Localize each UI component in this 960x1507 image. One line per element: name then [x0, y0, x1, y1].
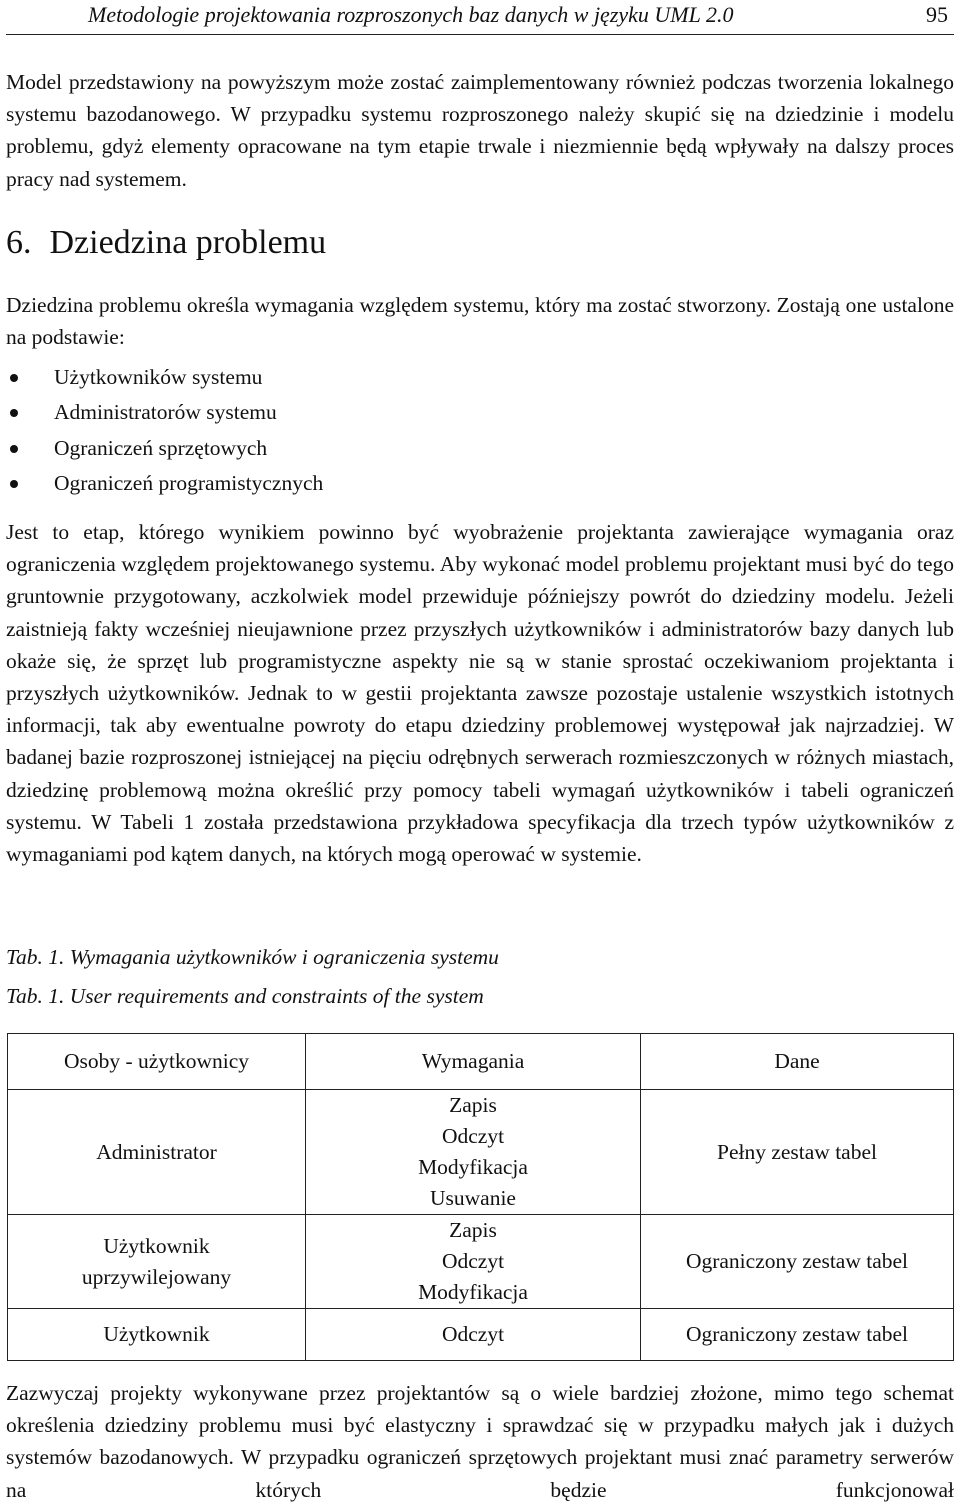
data-cell: Pełny zestaw tabel: [641, 1090, 954, 1215]
bullet-icon: [10, 409, 18, 417]
section-title: Dziedzina problemu: [49, 224, 327, 261]
user-cell: Użytkownik uprzywilejowany: [8, 1215, 306, 1309]
user-cell: Użytkownik: [8, 1309, 306, 1361]
bullet-icon: [10, 445, 18, 453]
header-title: Metodologie projektowania rozproszonych baz danych w języku UML 2.0: [88, 2, 734, 27]
section-number: 6.: [6, 224, 32, 261]
bullet-icon: [10, 374, 18, 382]
table-row: [8, 1090, 954, 1215]
data-cell: Ograniczony zestaw tabel: [641, 1309, 954, 1361]
list-item: Ograniczeń sprzętowych: [6, 431, 323, 466]
column-header-users: Osoby - użytkownicy: [8, 1034, 306, 1090]
requirements-cell: Odczyt: [306, 1309, 641, 1361]
data-cell: Ograniczony zestaw tabel: [641, 1215, 954, 1309]
section-heading: [6, 224, 326, 262]
table-caption-en: Tab. 1. User requirements and constraints of the system: [6, 984, 484, 1008]
running-header: [6, 0, 954, 35]
list-item: Użytkowników systemu: [6, 360, 323, 395]
column-header-data: Dane: [641, 1034, 954, 1090]
list-item: Administratorów systemu: [6, 395, 323, 430]
table-row: [8, 1215, 954, 1309]
page-number: 95: [926, 2, 948, 27]
table-caption-pl: Tab. 1. Wymagania użytkowników i ograniczenia systemu: [6, 945, 499, 969]
bullet-list: [6, 360, 323, 501]
requirements-cell: Zapis Odczyt Modyfikacja: [306, 1215, 641, 1309]
requirements-cell: Zapis Odczyt Modyfikacja Usuwanie: [306, 1090, 641, 1215]
user-cell: Administrator: [8, 1090, 306, 1215]
table-header-row: [8, 1034, 954, 1090]
column-header-requirements: Wymagania: [306, 1034, 641, 1090]
section-intro: Dziedzina problemu określa wymagania względem systemu, który ma zostać stworzony. Zostają one ustalone na podstawie:: [6, 293, 954, 350]
bullet-icon: [10, 480, 18, 488]
list-item: Ograniczeń programistycznych: [6, 466, 323, 501]
closing-paragraph: Zazwyczaj projekty wykonywane przez projektantów są o wiele bardziej złożone, mimo tego schemat określenia dziedziny problemu musi być elastyczny i sprawdzać się w przypadku małych jak i dużych systemów bazodanowych. W przypadku ograniczeń sprzętowych projektant musi znać parametry serwerów na których będzie funkcjonował: [6, 1381, 954, 1502]
requirements-table: [7, 1033, 954, 1361]
body-paragraph: Jest to etap, którego wynikiem powinno być wyobrażenie projektanta zawierające wymagania oraz ograniczenia względem projektowanego systemu. Aby wykonać model problemu projektant musi być do tego gruntownie przygotowany, aczkolwiek model przewiduje późniejszy powrót do dziedziny modelu. Jeżeli zaistnieją fakty wcześniej nieujawnione przez przyszłych użytkowników i administratorów bazy danych lub okaże się, że sprzęt lub programistyczne aspekty nie są w stanie sprostać oczekiwaniom projektanta i przyszłych użytkowników. Jednak to w gestii projektanta zawsze pozostaje ustalenie wszystkich istotnych informacji, tak aby ewentualne powroty do etapu dziedziny problemowej występował jak najrzadziej. W badanej bazie rozproszonej istniejącej na pięciu odrębnych serwerach rozmieszczonych w różnych miastach, dziedzinę problemową można określić przy pomocy tabeli wymagań użytkowników i tabeli ograniczeń systemu. W Tabeli 1 została przedstawiona przykładowa specyfikacja dla trzech typów użytkowników z wymaganiami pod kątem danych, na których mogą operować w systemie.: [6, 520, 954, 867]
table-row: [8, 1309, 954, 1361]
intro-paragraph: Model przedstawiony na powyższym może zostać zaimplementowany również podczas tworzenia lokalnego systemu bazodanowego. W przypadku systemu rozproszonego należy skupić się na dziedzinie i modelu problemu, gdyż elementy opracowane na tym etapie trwale i niezmiennie będą wpływały na dalszy proces pracy nad systemem.: [6, 70, 954, 191]
